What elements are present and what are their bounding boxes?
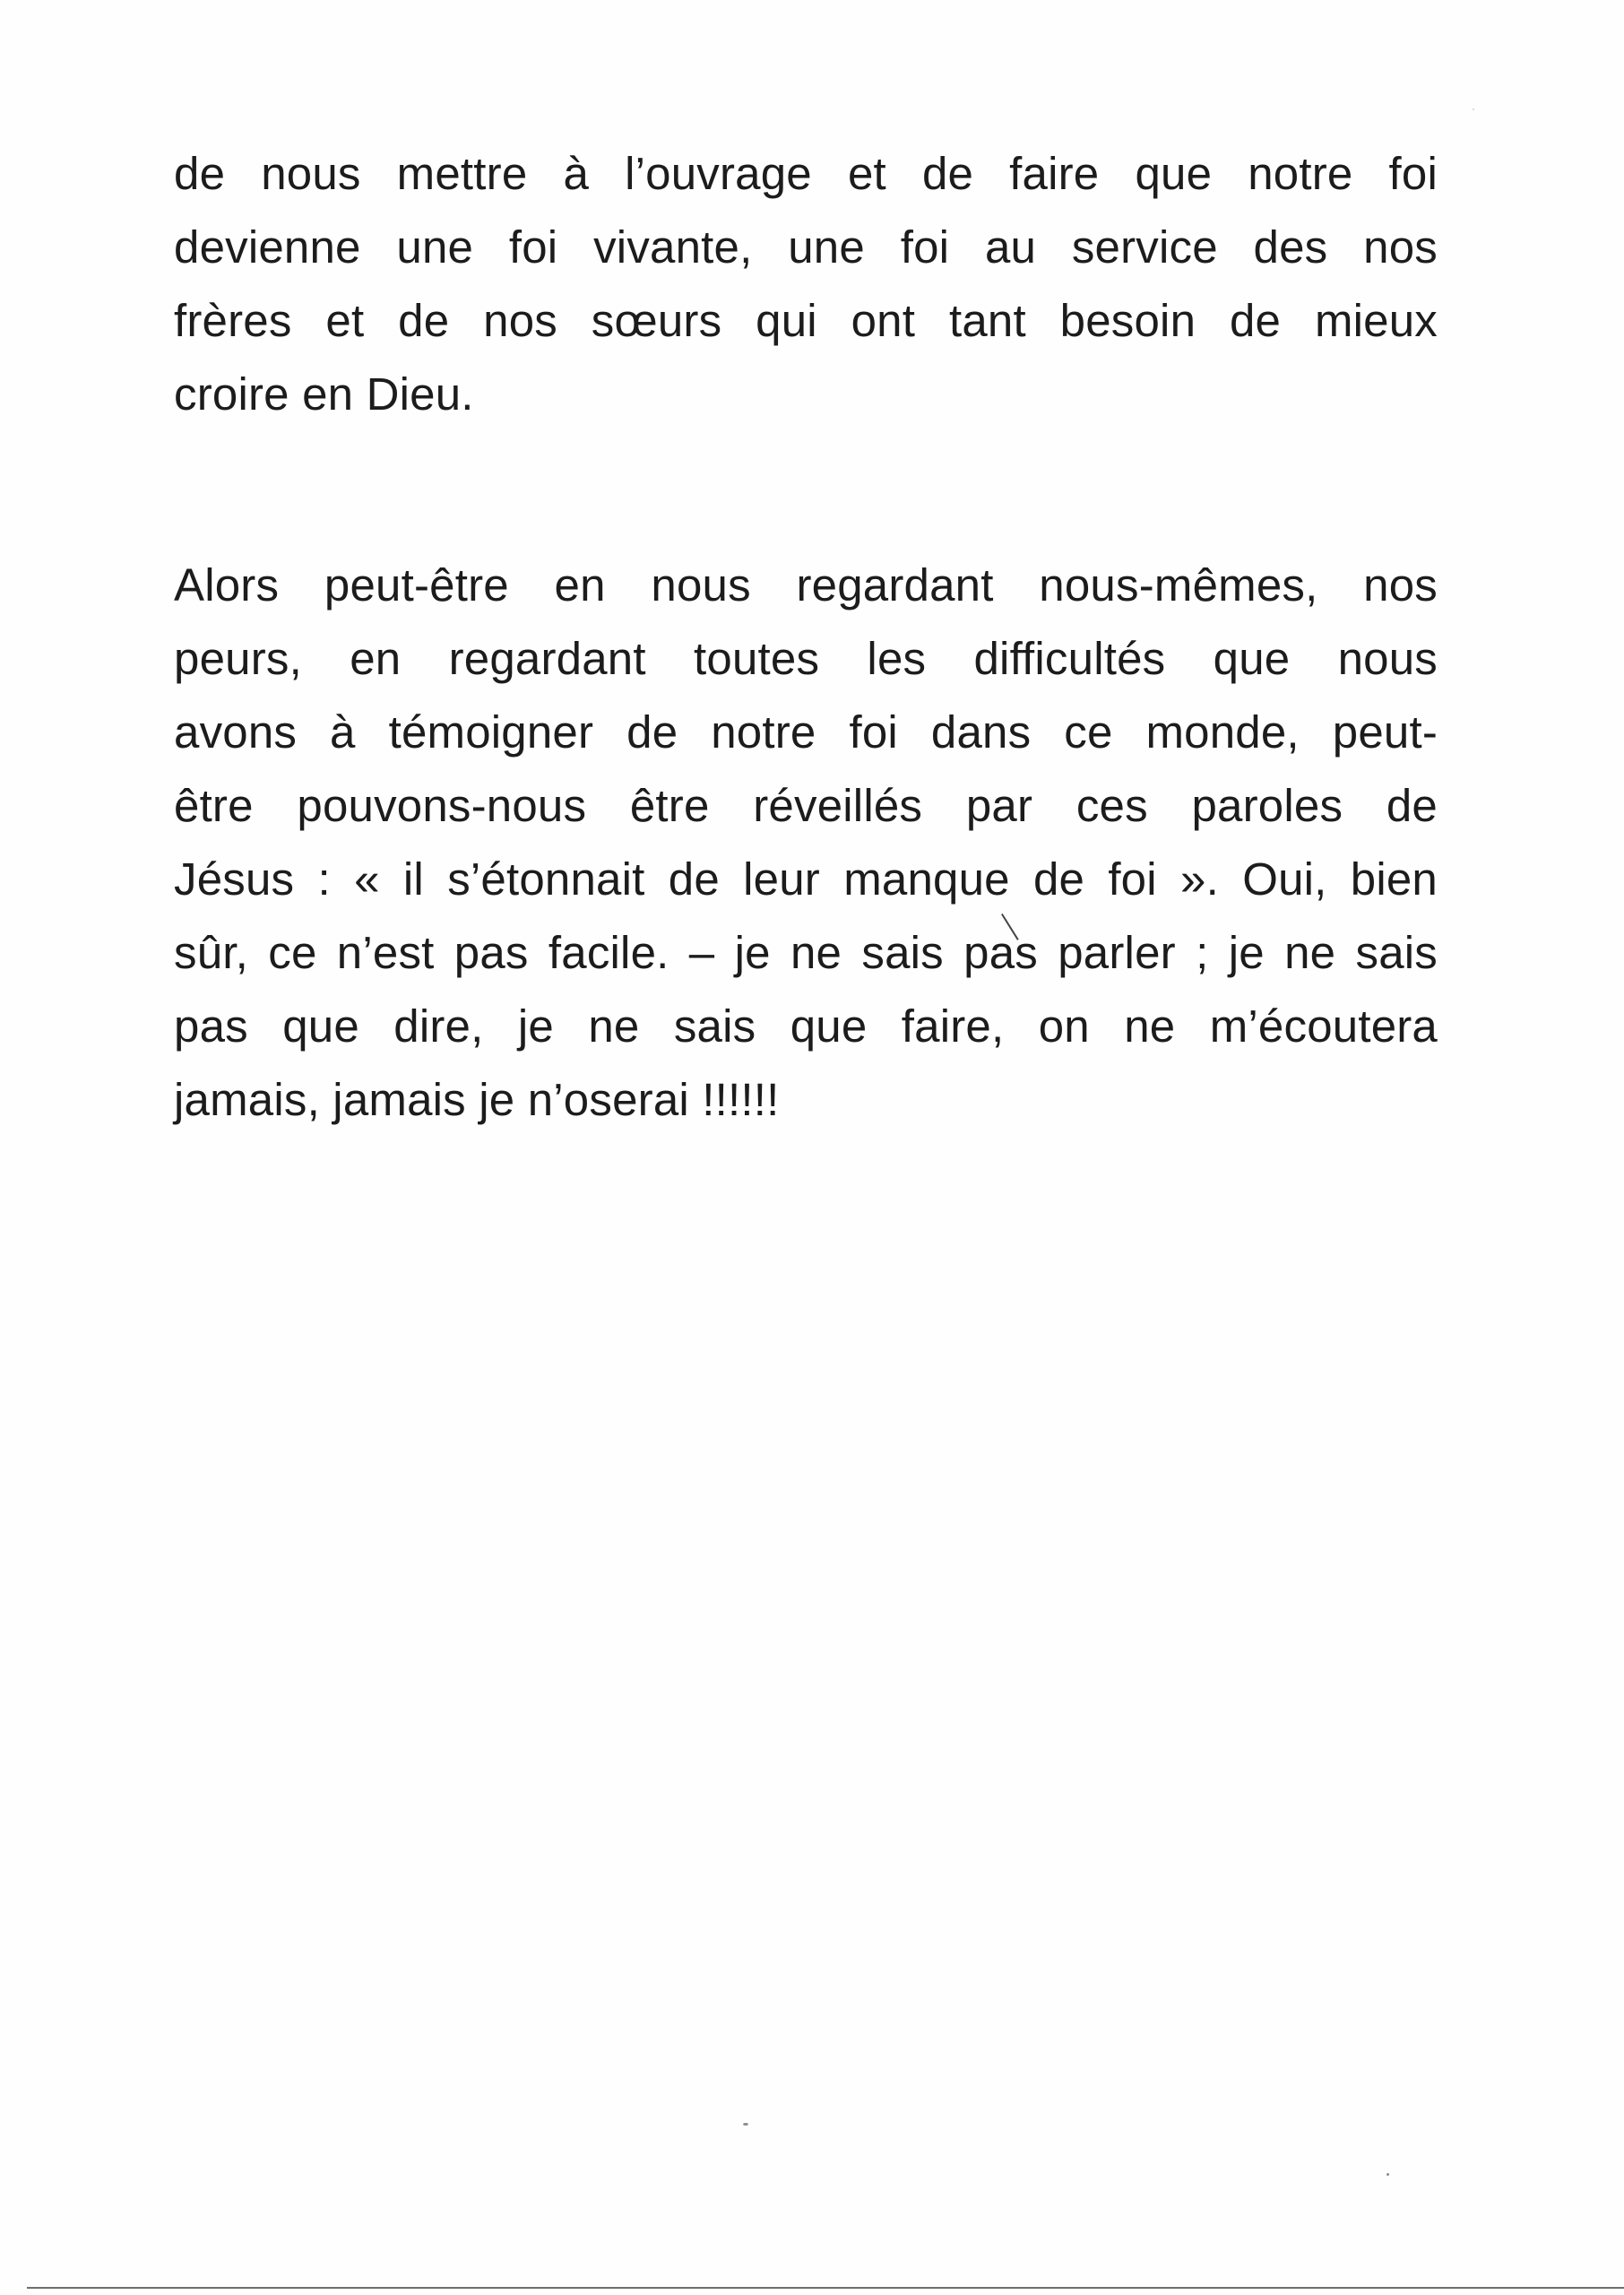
paragraph-2 [174, 549, 1438, 1137]
text-line: Alors peut-être en nous regardant nous-mêmes, nos [174, 559, 1438, 611]
scan-bottom-edge-line [27, 2287, 1624, 2289]
text-line: de nous mettre à l’ouvrage et de faire que notre foi [174, 148, 1438, 199]
text-line: frères et de nos sœurs qui ont tant besoin de mieux [174, 295, 1438, 346]
scan-speck [1386, 2173, 1389, 2176]
text-line: devienne une foi vivante, une foi au service des nos [174, 221, 1438, 273]
scan-speck [743, 2123, 748, 2126]
scan-speck [1473, 108, 1474, 110]
text-line: avons à témoigner de notre foi dans ce monde, peut- [174, 706, 1438, 758]
text-line: pas que dire, je ne sais que faire, on ne m’écoutera [174, 1000, 1438, 1052]
paragraph-1 [174, 137, 1438, 431]
text-line: sûr, ce n’est pas facile. – je ne sais pas parler ; je ne sais [174, 927, 1438, 978]
text-line: jamais, jamais je n’oserai !!!!!! [174, 1074, 780, 1125]
text-line: peurs, en regardant toutes les difficultés que nous [174, 633, 1438, 684]
text-line: croire en Dieu. [174, 368, 474, 420]
text-line: être pouvons-nous être réveillés par ces paroles de [174, 780, 1438, 831]
text-line: Jésus : « il s’étonnait de leur manque de foi ». Oui, bien [174, 853, 1438, 905]
